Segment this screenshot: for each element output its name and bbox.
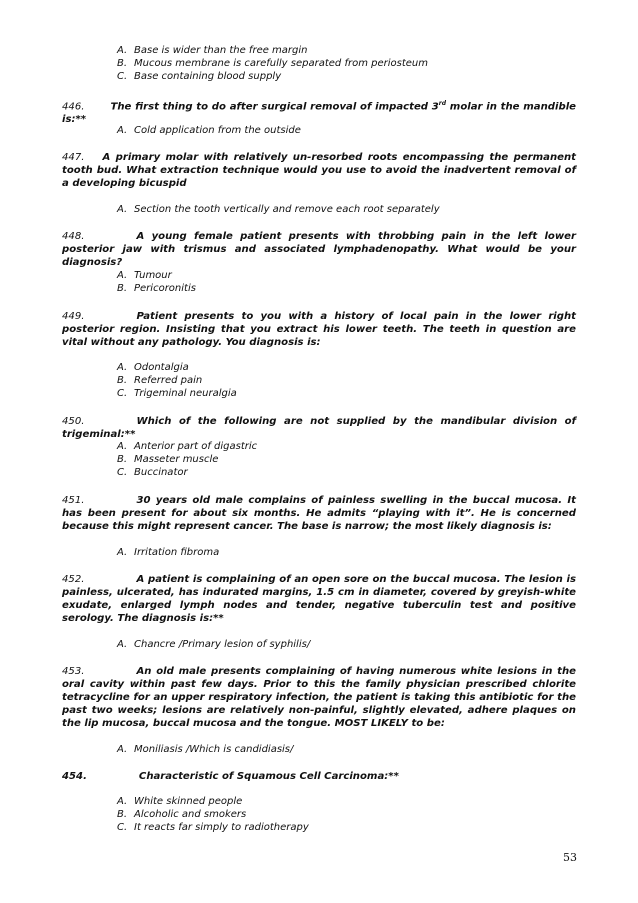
question-454-options: [117, 795, 309, 835]
option-c: C. Buccinator: [117, 467, 188, 479]
question-448-options: [117, 269, 196, 295]
option-b: B. Pericoronitis: [117, 283, 196, 295]
option-a: A. Base is wider than the free margin: [117, 45, 308, 56]
question-448: 448. A young female patient presents with throbbing pain in the left lower posterior jaw with trismus and associated lymphadenopathy. What would be your diagnosis?: [62, 231, 576, 268]
option-a: A. Anterior part of digastric: [117, 441, 258, 452]
question-451: 451. 30 years old male complains of painless swelling in the buccal mucosa. It has been present for about six months. He admits “playing with it”. He is concerned because this might represent cancer. The base is narrow; the most likely diagnosis is:: [62, 495, 576, 532]
option-a: A. Odontalgia: [117, 362, 189, 373]
question-446-options: [117, 124, 301, 137]
question-446: 446. The first thing to do after surgical removal of impacted 3rd molar in the mandible is:**: [62, 100, 576, 126]
option-b: B. Referred pain: [117, 375, 203, 387]
option-a: A. White skinned people: [117, 796, 243, 807]
option-a: A. Chancre /Primary lesion of syphilis/: [117, 639, 311, 650]
question-453: 453. An old male presents complaining of having numerous white lesions in the oral cavity within past few days. Prior to this the family physician prescribed chlorite tetracycline for an upper respiratory infection, the patient is taking this antibiotic for the past two weeks; lesions are relatively non-painful, slightly elevated, adhere plaques on the lip mucosa, buccal mucosa and the tongue. MOST LIKELY to be:: [62, 666, 576, 729]
question-449: 449. Patient presents to you with a history of local pain in the lower right posterior region. Insisting that you extract his lower teeth. The teeth in question are vital without any pathology. You diagnosis is:: [62, 311, 576, 348]
option-a: A. Tumour: [117, 270, 172, 281]
option-a: A. Cold application from the outside: [117, 125, 301, 136]
option-b: B. Mucous membrane is carefully separated from periosteum: [117, 58, 428, 70]
option-list-previous: [117, 44, 428, 84]
question-447-options: [117, 203, 440, 216]
option-c: C. Base containing blood supply: [117, 71, 282, 83]
option-a: A. Section the tooth vertically and remove each root separately: [117, 204, 440, 215]
question-447: 447. A primary molar with relatively un-resorbed roots encompassing the permanent tooth bud. What extraction technique would you use to avoid the inadvertent removal of a developing bicuspid: [62, 152, 576, 189]
question-453-options: [117, 743, 293, 756]
question-452-options: [117, 638, 310, 651]
question-451-options: [117, 546, 219, 559]
question-450: 450. Which of the following are not supplied by the mandibular division of trigeminal:**: [62, 416, 576, 440]
option-b: B. Masseter muscle: [117, 454, 219, 466]
option-b: B. Alcoholic and smokers: [117, 809, 247, 821]
question-450-options: [117, 440, 257, 480]
question-452: 452. A patient is complaining of an open sore on the buccal mucosa. The lesion is painless, ulcerated, has indurated margins, 1.5 cm in diameter, covered by greyish-white exudate, enlarged lymph nodes and tender, negative tuberculin test and positive serology. The diagnosis is:**: [62, 574, 576, 624]
option-a: A. Irritation fibroma: [117, 547, 220, 558]
question-454: 454. Characteristic of Squamous Cell Carcinoma:**: [62, 771, 399, 782]
option-c: C. Trigeminal neuralgia: [117, 388, 237, 400]
page-number: 53: [563, 851, 577, 864]
option-c: C. It reacts far simply to radiotherapy: [117, 822, 309, 834]
option-a: A. Moniliasis /Which is candidiasis/: [117, 744, 294, 755]
question-449-options: [117, 361, 237, 401]
